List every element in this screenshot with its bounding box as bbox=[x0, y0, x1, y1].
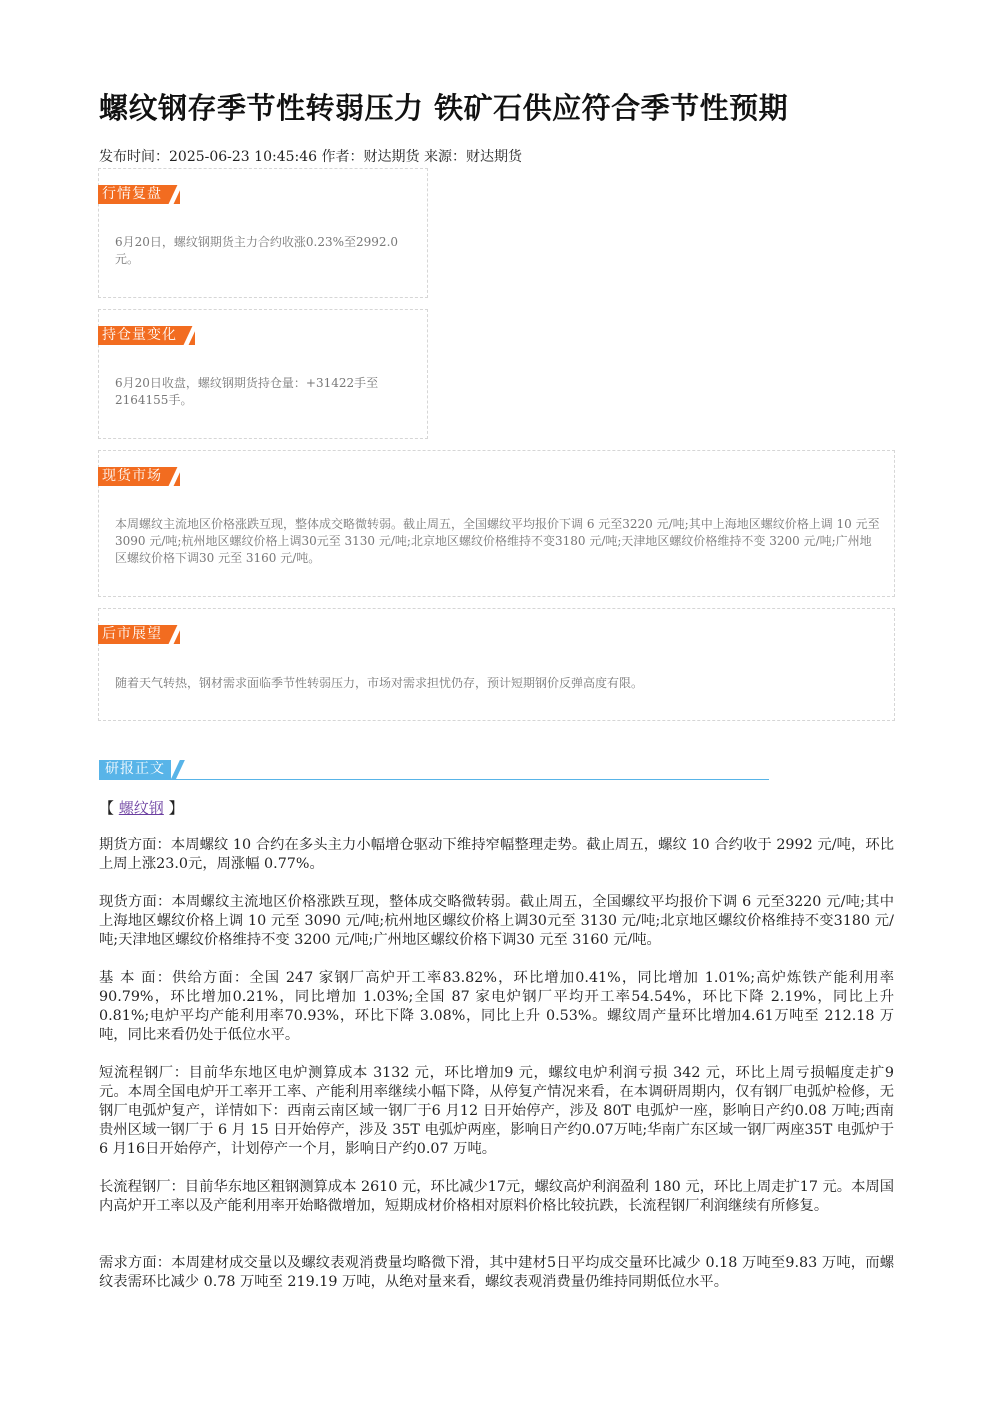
article-meta: 发布时间：2025-06-23 10:45:46 作者：财达期货 来源：财达期货 bbox=[99, 149, 522, 165]
article-title: 螺纹钢存季节性转弱压力 铁矿石供应符合季节性预期 bbox=[99, 91, 789, 125]
section-tag-label: 后市展望 bbox=[102, 626, 162, 642]
section-tag bbox=[98, 625, 180, 644]
section-market-review bbox=[98, 168, 428, 298]
section-tag-label: 现货市场 bbox=[102, 468, 162, 484]
section-outlook bbox=[98, 608, 895, 721]
section-tag bbox=[98, 185, 180, 204]
report-paragraph-futures: 期货方面：本周螺纹 10 合约在多头主力小幅增仓驱动下维持窄幅整理走势。截止周五，螺纹 10 合约收于 2992 元/吨，环比上周上涨23.0元，周涨幅 0.77%。 bbox=[99, 837, 894, 872]
report-divider bbox=[99, 779, 769, 780]
section-tag-label: 持仓量变化 bbox=[102, 327, 177, 343]
keyword-link[interactable]: 螺纹钢 bbox=[118, 799, 164, 817]
report-heading bbox=[99, 760, 769, 782]
report-paragraph-short-process: 短流程钢厂：目前华东地区电炉测算成本 3132 元，环比增加9 元，螺纹电炉利润亏损 342 元，环比上周亏损幅度走扩9 元。本周全国电炉开工率开工率、产能利用率继续小幅下降，从停复产情况来看，在本调研周期内，仅有钢厂电弧炉检修，无钢厂电弧炉复产，详情如下：西南云南区域一钢厂于6 月12 日开始停产，涉及 80T 电弧炉一座，影响日产约0.08 万吨;西南贵州区域一钢厂于 6 月 15 日开始停产，涉及 35T 电弧炉两座，影响日产约0.07万吨;华南广东区域一钢厂两座35T 电弧炉于6 月16日开始停产，计划停产一个月，影响日产约0.07 万吨。 bbox=[99, 1065, 894, 1157]
section-tag bbox=[98, 467, 180, 486]
section-text: 随着天气转热，钢材需求面临季节性转弱压力，市场对需求担忧仍存，预计短期钢价反弹高度有限。 bbox=[115, 676, 644, 690]
section-text: 本周螺纹主流地区价格涨跌互现，整体成交略微转弱。截止周五，全国螺纹平均报价下调 6 元至3220 元/吨;其中上海地区螺纹价格上调 10 元至 3090 元/吨;杭州地区螺纹价格上调30元至 3130 元/吨;北京地区螺纹价格维持不变3180 元/吨;天津地区螺纹价格维持不变 3200 元/吨;广州地区螺纹价格下调30 元至 3160 元/吨。 bbox=[115, 517, 880, 565]
keyword-line bbox=[99, 798, 184, 818]
report-paragraph-fundamentals: 基 本 面：供给方面：全国 247 家钢厂高炉开工率83.82%，环比增加0.41%，同比增加 1.01%;高炉炼铁产能利用率90.79%，环比增加0.21%，同比增加 1.03%;全国 87 家电炉钢厂平均开工率54.54%，环比下降 2.19%，同比上升 0.81%;电炉平均产能利用率70.93%，环比下降 3.08%，同比上升 0.53%。螺纹周产量环比增加4.61万吨至 212.18 万吨，同比来看仍处于低位水平。 bbox=[99, 970, 894, 1043]
section-open-interest bbox=[98, 309, 428, 439]
section-tag bbox=[98, 326, 195, 345]
report-heading-label: 研报正文 bbox=[99, 760, 171, 779]
section-tag-label: 行情复盘 bbox=[102, 186, 162, 202]
bracket-open: 【 bbox=[99, 799, 115, 817]
bracket-close: 】 bbox=[168, 799, 184, 817]
section-text: 6月20日收盘，螺纹钢期货持仓量：+31422手至2164155手。 bbox=[115, 376, 379, 407]
section-spot-market bbox=[98, 450, 895, 597]
report-paragraph-demand: 需求方面：本周建材成交量以及螺纹表观消费量均略微下滑，其中建材5日平均成交量环比减少 0.18 万吨至9.83 万吨，而螺纹表需环比减少 0.78 万吨至 219.19 万吨，从绝对量来看，螺纹表观消费量仍维持同期低位水平。 bbox=[99, 1255, 894, 1290]
report-paragraph-long-process: 长流程钢厂：目前华东地区粗钢测算成本 2610 元，环比减少17元，螺纹高炉利润盈利 180 元，环比上周走扩17 元。本周国内高炉开工率以及产能利用率开始略微增加，短期成材价格相对原料价格比较抗跌，长流程钢厂利润继续有所修复。 bbox=[99, 1179, 894, 1214]
report-paragraph-spot: 现货方面：本周螺纹主流地区价格涨跌互现，整体成交略微转弱。截止周五，全国螺纹平均报价下调 6 元至3220 元/吨;其中上海地区螺纹价格上调 10 元至 3090 元/吨;杭州地区螺纹价格上调30元至 3130 元/吨;北京地区螺纹价格维持不变3180 元/吨;天津地区螺纹价格维持不变 3200 元/吨;广州地区螺纹价格下调30 元至 3160 元/吨。 bbox=[99, 894, 894, 948]
section-text: 6月20日，螺纹钢期货主力合约收涨0.23%至2992.0元。 bbox=[115, 235, 399, 266]
